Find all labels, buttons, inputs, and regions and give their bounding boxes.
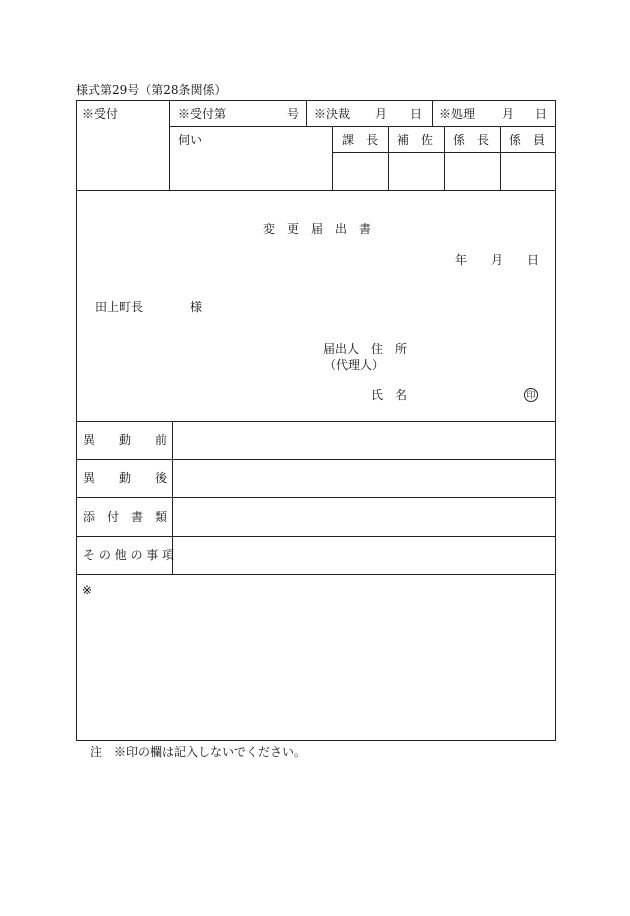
field-label-after-change: 異 動 後 [83,471,168,485]
addressee-honorific: 様 [190,300,203,314]
field-label-attachments: 添 付 書 類 [83,510,168,524]
header-bottom-line [76,190,556,191]
applicant-agent-label: （代理人） [324,358,385,372]
remarks-mark: ※ [82,583,93,597]
applicant-address-label: 住 所 [371,342,408,356]
inquiry-label: 伺い [178,133,203,147]
field-row-line-4 [76,536,556,537]
date-year: 年 [455,253,468,267]
inquiry-divider [332,126,333,190]
form-number: 様式第29号（第28条関係） [76,83,227,97]
approver-divider-3 [500,126,501,190]
field-row-line-2 [76,459,556,460]
addressee-name: 田上町長 [95,300,144,314]
field-label-other-matters: そ の 他 の 事 項 [83,548,175,562]
reception-number-suffix: 号 [287,107,300,121]
reception-divider [169,100,170,190]
document-title: 変 更 届 出 書 [263,222,372,236]
decision-day: 日 [410,107,423,121]
processing-label: ※処理 [439,107,476,121]
reception-label: ※受付 [82,107,119,121]
approver-staff: 係 員 [509,133,546,147]
processing-day: 日 [535,107,548,121]
footnote: 注 ※印の欄は記入しないでください。 [90,745,307,759]
processing-month: 月 [502,107,515,121]
date-day: 日 [527,253,540,267]
field-row-line-1 [76,421,556,422]
header-row1-line [169,126,556,127]
approver-divider-1 [388,126,389,190]
reception-number-label: ※受付第 [178,107,227,121]
decision-divider [432,100,433,126]
decision-label: ※決裁 [314,107,351,121]
approver-assistant: 補 佐 [397,133,434,147]
field-row-line-5 [76,574,556,575]
decision-month: 月 [375,107,388,121]
applicant-label: 届出人 [323,342,360,356]
date-month: 月 [491,253,504,267]
seal-mark: 印 [524,388,538,402]
approver-divider-2 [444,126,445,190]
number-divider [306,100,307,126]
approver-section-chief: 課 長 [342,133,379,147]
field-row-line-3 [76,497,556,498]
applicant-name-label: 氏 名 [371,388,408,402]
field-label-before-change: 異 動 前 [83,433,168,447]
approver-subsection-chief: 係 長 [453,133,490,147]
